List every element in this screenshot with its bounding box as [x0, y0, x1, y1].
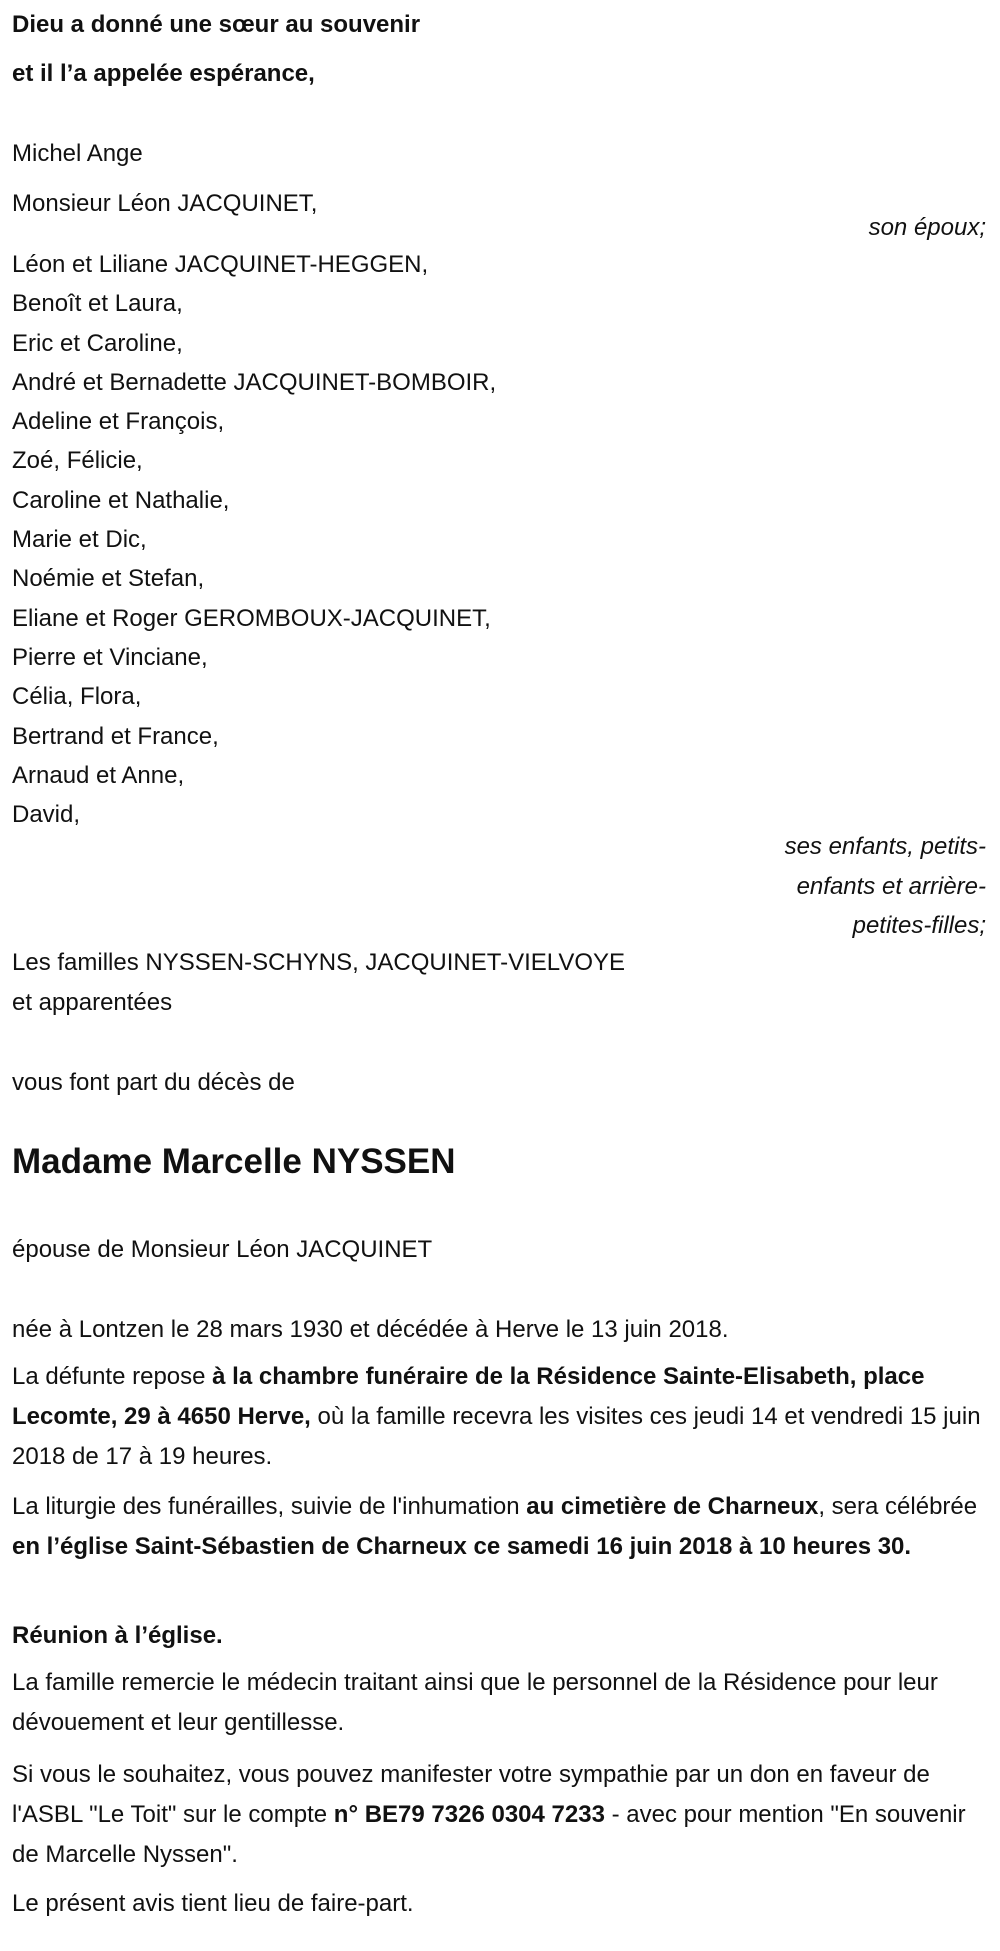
list-item: Bertrand et France, — [12, 722, 219, 750]
spouse-name: Monsieur Léon JACQUINET, — [12, 190, 318, 217]
meeting: Réunion à l’église. — [12, 1622, 223, 1649]
funeral-home-address: à la chambre funéraire de la Résidence Sainte-Elisabeth, place Lecomte, 29 à 4650 Herve, — [12, 1363, 925, 1430]
list-item: Caroline et Nathalie, — [12, 486, 230, 514]
liturgy-paragraph — [12, 1487, 987, 1567]
children-role-line: petites-filles; — [852, 912, 986, 939]
children-role-line: ses enfants, petits- — [784, 833, 986, 860]
text: La liturgie des funérailles, suivie de l'inhumation — [12, 1493, 527, 1520]
deceased-name: Madame Marcelle NYSSEN — [12, 1142, 456, 1181]
list-item: Eliane et Roger GEROMBOUX-JACQUINET, — [12, 604, 491, 632]
list-item: Pierre et Vinciane, — [12, 643, 208, 671]
text: Si vous le souhaitez, vous pouvez manifester votre sympathie par un don en faveur de l'ASBL "Le Toit" sur le compte — [12, 1761, 930, 1828]
text: La défunte repose — [12, 1363, 213, 1390]
birth-death: née à Lontzen le 28 mars 1930 et décédée à Herve le 13 juin 2018. — [12, 1316, 729, 1343]
list-item: Arnaud et Anne, — [12, 761, 185, 789]
list-item: David, — [12, 801, 81, 829]
list-item: Zoé, Félicie, — [12, 447, 143, 475]
repose-paragraph — [12, 1357, 987, 1477]
text: , sera célébrée — [818, 1493, 978, 1520]
list-item: Léon et Liliane JACQUINET-HEGGEN, — [12, 251, 429, 278]
text: où la famille recevra les visites ces jeudi 14 et vendredi 15 juin 2018 de 17 à 19 heures. — [12, 1403, 981, 1470]
list-item: Marie et Dic, — [12, 526, 147, 554]
families-line: et apparentées — [12, 989, 173, 1016]
announcement: vous font part du décès de — [12, 1069, 295, 1096]
thanks-paragraph: La famille remercie le médecin traitant ainsi que le personnel de la Résidence pour leur dévouement et leur gentillesse. — [12, 1669, 938, 1736]
text: - avec pour mention "En souvenir de Marcelle Nyssen". — [12, 1801, 966, 1868]
families-line: Les familles NYSSEN-SCHYNS, JACQUINET-VIELVOYE — [12, 949, 626, 976]
list-item: Benoît et Laura, — [12, 290, 183, 318]
quote-line-2: et il l’a appelée espérance, — [12, 60, 315, 87]
list-item: Eric et Caroline, — [12, 329, 183, 357]
closing: Le présent avis tient lieu de faire-part. — [12, 1890, 414, 1917]
spouse-role: son époux; — [868, 214, 986, 241]
children-role-line: enfants et arrière- — [796, 872, 986, 900]
intro-name: Michel Ange — [12, 140, 143, 167]
list-item: Célia, Flora, — [12, 683, 142, 711]
children-list — [12, 245, 987, 834]
children-role — [686, 827, 986, 946]
quote-line-1: Dieu a donné une sœur au souvenir — [12, 11, 421, 38]
list-item: Adeline et François, — [12, 408, 225, 436]
list-item: André et Bernadette JACQUINET-BOMBOIR, — [12, 368, 497, 396]
spouse-of: épouse de Monsieur Léon JACQUINET — [12, 1236, 433, 1263]
cemetery: au cimetière de Charneux — [526, 1493, 819, 1520]
list-item: Noémie et Stefan, — [12, 565, 205, 593]
families — [12, 943, 987, 1023]
donation-paragraph — [12, 1755, 987, 1875]
account-number: n° BE79 7326 0304 7233 — [333, 1801, 605, 1828]
ceremony-details: en l’église Saint-Sébastien de Charneux ce samedi 16 juin 2018 à 10 heures 30. — [12, 1533, 912, 1560]
